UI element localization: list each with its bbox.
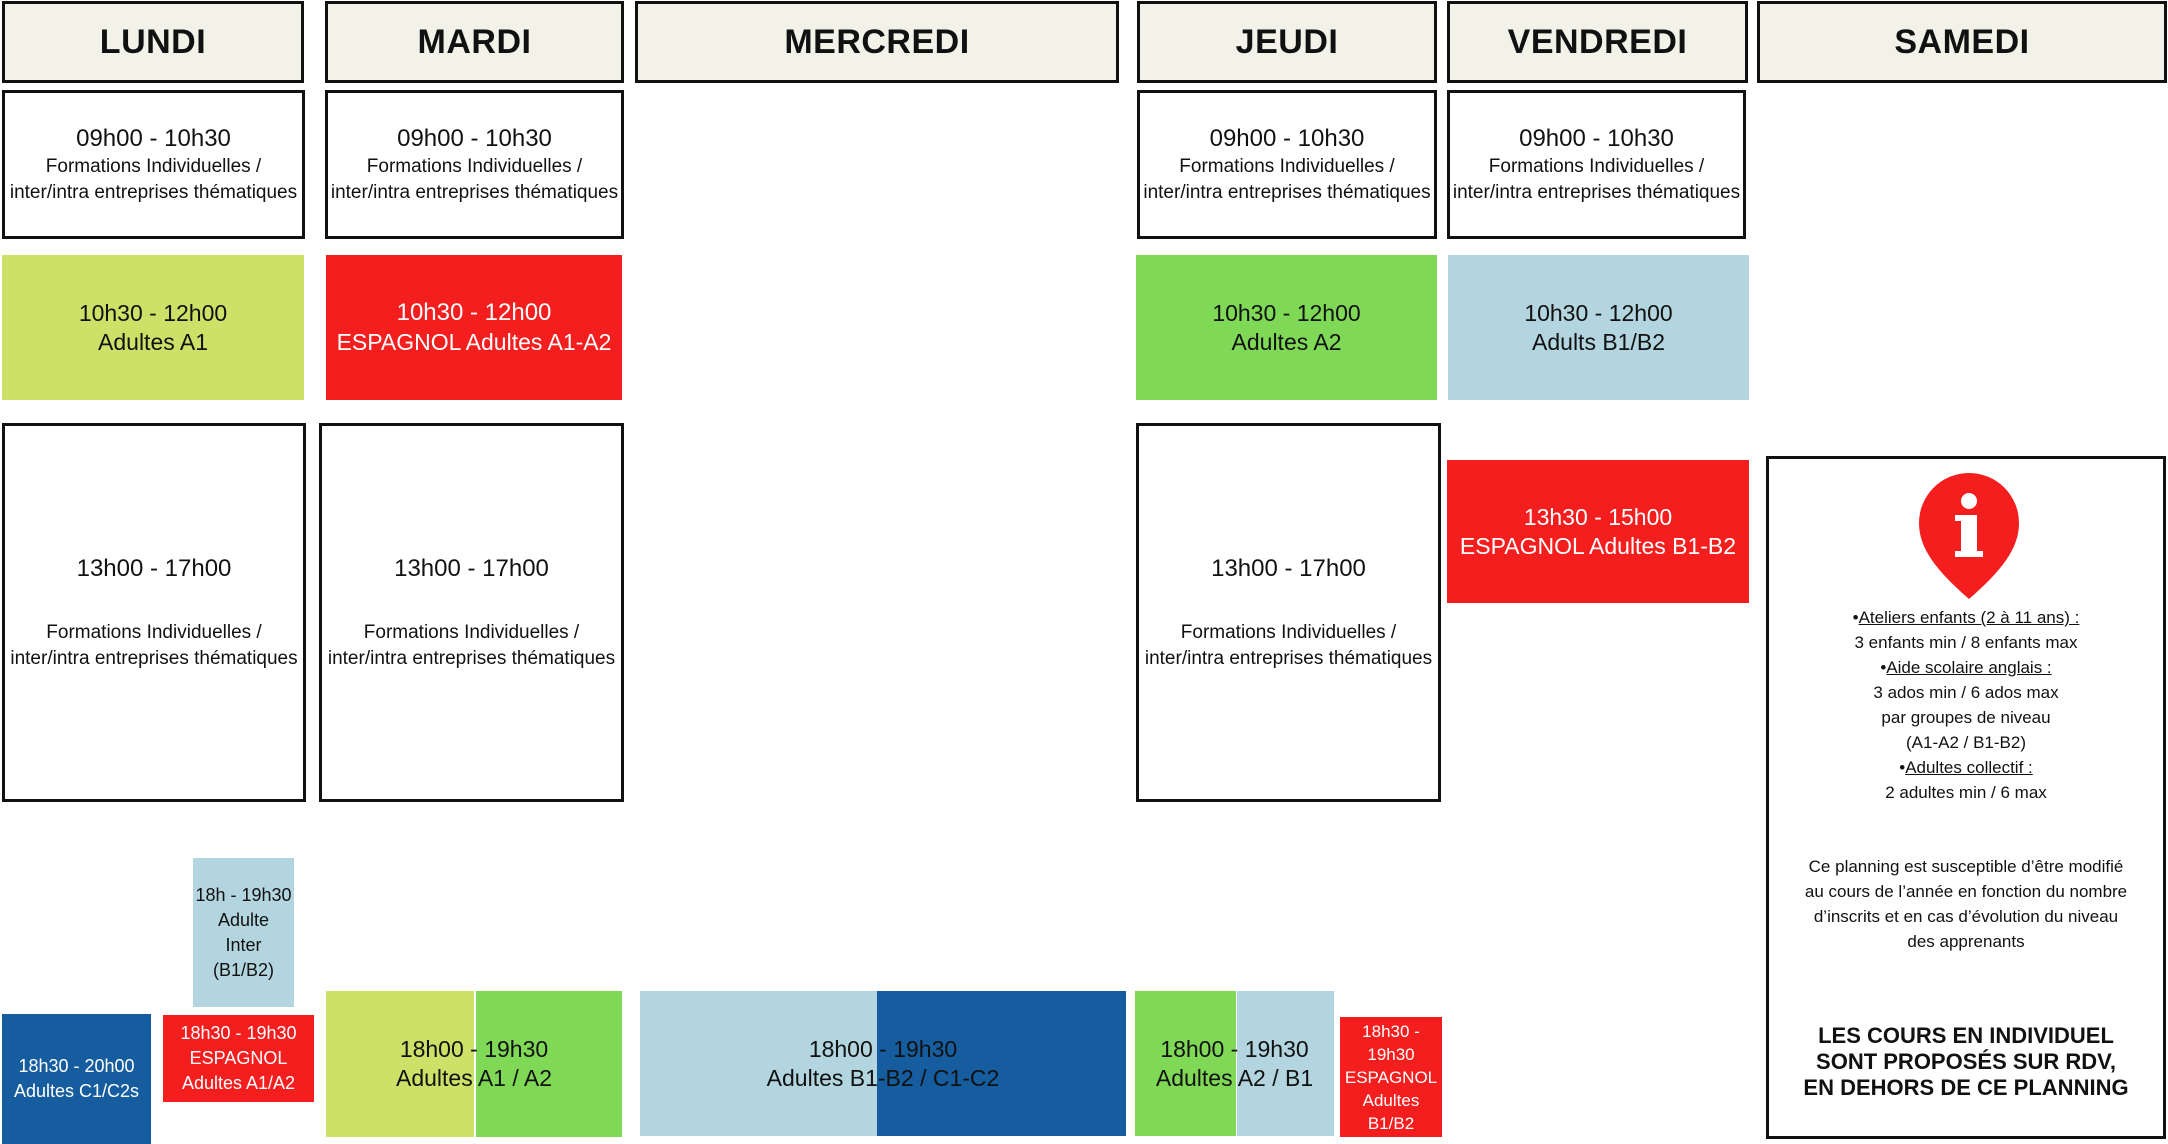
slot-time: 18h00 - 19h30 [808,1035,958,1062]
header-thursday [1137,1,1437,83]
saturday-info-panel [1766,456,2166,1139]
slot-desc: inter/intra entreprises thématiques [9,181,298,203]
slot-desc: Formations Individuelles / [363,621,580,643]
slot-thursday-late-morning[interactable] [1136,255,1437,400]
slot-label: ESPAGNOL [1344,1067,1438,1087]
slot-tuesday-late-morning[interactable] [326,255,622,400]
slot-desc: Formations Individuelles / [46,621,262,643]
slot-monday-evening-espagnol[interactable] [163,1015,314,1102]
slot-time: 18h - 19h30 [195,884,292,905]
slot-time: 10h30 - 12h00 [396,299,552,326]
info-homework-title [1769,655,2163,680]
slot-friday-morning[interactable] [1447,90,1746,239]
header-friday-label: VENDREDI [1507,22,1688,61]
notice-line: au cours de l’année en fonction du nombre [1804,882,2128,901]
slot-label: Adultes A1/A2 [181,1073,296,1093]
slot-time: 18h30 - [1362,1021,1420,1041]
slot-desc: inter/intra entreprises thématiques [10,647,298,669]
slot-time: 19h30 [1367,1044,1415,1064]
slot-time: 09h00 - 10h30 [397,124,552,152]
slot-desc: Formations Individuelles / [366,155,583,177]
slot-time: 09h00 - 10h30 [1209,124,1365,152]
slot-time: 10h30 - 12h00 [1524,299,1673,326]
info-notice [1769,854,2163,954]
slot-label: Adultes A2 [1231,328,1342,355]
slot-monday-morning[interactable] [2,90,305,239]
notice-line: Ce planning est susceptible d’être modifié [1808,857,2124,876]
slot-label: Adultes [1362,1090,1420,1110]
bullet-icon: • [1880,658,1887,677]
slot-thursday-evening-espagnol[interactable] [1340,1017,1442,1137]
slot-desc: inter/intra entreprises thématiques [1143,181,1431,203]
info-children-title [1769,605,2163,630]
slot-time: 13h00 - 17h00 [1211,554,1366,582]
header-tuesday-label: MARDI [417,22,532,61]
slot-monday-afternoon[interactable] [2,423,306,802]
info-homework-detail: par groupes de niveau [1881,708,2051,727]
slot-label: ESPAGNOL Adultes B1-B2 [1459,532,1737,559]
info-homework-detail: (A1-A2 / B1-B2) [1906,733,2026,752]
info-children-detail: 3 enfants min / 8 enfants max [1854,633,2078,652]
info-adults-title [1769,755,2163,780]
info-pin-icon [1917,471,2021,601]
slot-thursday-evening[interactable] [1135,991,1334,1136]
slot-desc: inter/intra entreprises thématiques [327,647,616,669]
slot-thursday-morning[interactable] [1137,90,1437,239]
slot-label: Adulte [217,909,270,930]
bullet-icon: • [1852,608,1859,627]
slot-desc: Formations Individuelles / [45,155,262,177]
info-pin-shape [1917,471,2021,601]
slot-label: Adultes A1 [98,328,208,355]
slot-wednesday-evening[interactable] [640,991,1126,1136]
slot-time: 09h00 - 10h30 [1519,124,1674,152]
footer-line: LES COURS EN INDIVIDUEL [1818,1023,2114,1048]
slot-time: 10h30 - 12h00 [78,299,228,326]
slot-desc: inter/intra entreprises thématiques [1452,181,1741,203]
slot-desc: Formations Individuelles / [1180,621,1397,643]
notice-line: des apprenants [1907,932,2025,951]
slot-thursday-afternoon[interactable] [1136,423,1441,802]
header-saturday-label: SAMEDI [1894,22,2030,61]
info-homework-detail: 3 ados min / 6 ados max [1873,683,2059,702]
slot-monday-evening-c1c2[interactable] [2,1014,151,1144]
slot-tuesday-afternoon[interactable] [319,423,624,802]
header-saturday [1757,1,2167,83]
slot-tuesday-morning[interactable] [325,90,624,239]
slot-label: Adults B1/B2 [1532,328,1665,355]
slot-time: 18h30 - 20h00 [18,1056,135,1076]
slot-friday-afternoon[interactable] [1447,460,1749,603]
slot-time: 13h00 - 17h00 [76,554,232,582]
info-homework-title-text: Aide scolaire anglais : [1886,658,2052,677]
slot-time: 13h30 - 15h00 [1523,503,1673,530]
slot-label: ESPAGNOL [189,1048,288,1068]
header-tuesday [325,1,624,83]
slot-time: 18h00 - 19h30 [399,1036,549,1062]
slot-time: 18h00 - 19h30 [1160,1035,1309,1062]
slot-label: Adultes B1-B2 / C1-C2 [766,1064,1000,1091]
slot-desc: Formations Individuelles / [1488,155,1705,177]
header-thursday-label: JEUDI [1235,22,1339,61]
footer-line: EN DEHORS DE CE PLANNING [1803,1075,2129,1100]
footer-line: SONT PROPOSÉS SUR RDV, [1816,1049,2116,1074]
slot-time: 09h00 - 10h30 [76,124,231,152]
header-wednesday [635,1,1119,83]
slot-monday-evening-inter[interactable] [193,858,294,1007]
info-children-title-text: Ateliers enfants (2 à 11 ans) : [1858,608,2080,627]
info-rules [1769,605,2163,805]
slot-tuesday-evening[interactable] [326,991,622,1137]
slot-label: Adultes A2 / B1 [1155,1064,1314,1091]
slot-desc: inter/intra entreprises thématiques [1144,647,1433,669]
bullet-icon: • [1899,758,1906,777]
info-footer [1769,1023,2163,1101]
slot-time: 18h30 - 19h30 [180,1023,297,1043]
slot-label: Inter (B1/B2) [212,934,275,980]
header-monday [2,1,304,83]
header-monday-label: LUNDI [99,22,207,61]
notice-line: d’inscrits et en cas d’évolution du niveau [1813,907,2119,926]
slot-time: 10h30 - 12h00 [1212,299,1361,326]
slot-desc: inter/intra entreprises thématiques [330,181,619,203]
info-adults-title-text: Adultes collectif : [1905,758,2033,777]
header-friday [1447,1,1748,83]
slot-label: Adultes A1 / A2 [395,1065,552,1091]
header-wednesday-label: MERCREDI [784,22,970,61]
slot-label: Adultes C1/C2s [13,1081,140,1101]
slot-monday-late-morning[interactable] [2,255,304,400]
slot-label: B1/B2 [1367,1113,1415,1133]
slot-label: ESPAGNOL Adultes A1-A2 [336,329,612,355]
slot-friday-late-morning[interactable] [1448,255,1749,400]
info-adults-detail: 2 adultes min / 6 max [1885,783,2047,802]
slot-time: 13h00 - 17h00 [394,554,549,582]
slot-desc: Formations Individuelles / [1179,155,1395,177]
